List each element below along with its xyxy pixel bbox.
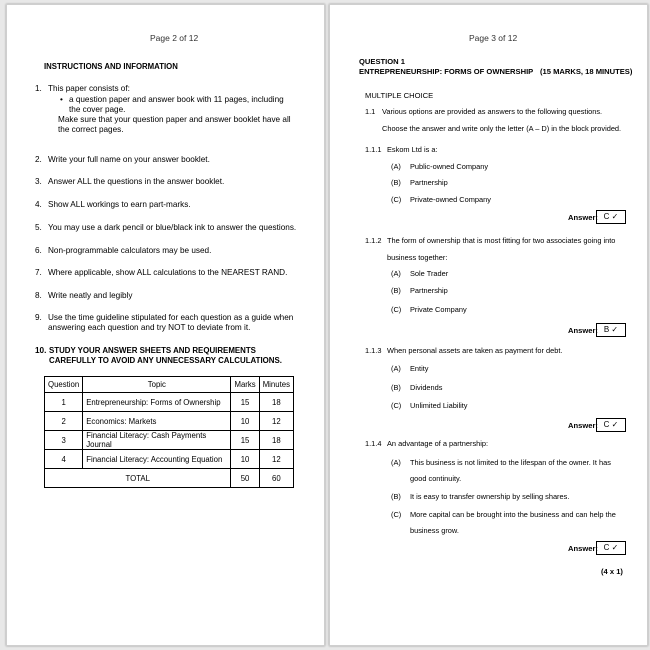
- topics-table: [44, 376, 294, 488]
- cell-minutes: 18: [259, 393, 293, 412]
- total-label: TOTAL: [45, 469, 231, 488]
- item-text: Show ALL workings to earn part-marks.: [48, 200, 191, 209]
- option-text: Sole Trader: [410, 269, 449, 278]
- question-text: business together:: [387, 253, 448, 262]
- option-letter: (A): [391, 364, 401, 373]
- page-2: [6, 4, 325, 646]
- option-text: More capital can be brought into the business and can help the: [410, 510, 616, 519]
- item-number: 6.: [35, 246, 42, 255]
- item-number: 7.: [35, 268, 42, 277]
- item-number: 10.: [35, 346, 47, 355]
- item-number: 2.: [35, 155, 42, 164]
- item-text: STUDY YOUR ANSWER SHEETS AND REQUIREMENTS CAREFULLY TO AVOID ANY UNNECESSARY CALCULATIONS.: [49, 346, 282, 365]
- page-number: Page 2 of 12: [150, 33, 199, 43]
- option-letter: (C): [391, 401, 402, 410]
- cell-question: 1: [45, 393, 83, 412]
- option-text: Dividends: [410, 383, 443, 392]
- option-letter: (B): [391, 492, 401, 501]
- question-text: An advantage of a partnership:: [387, 439, 489, 448]
- answer-box[interactable]: C ✓: [596, 418, 626, 432]
- item-number: 5.: [35, 223, 42, 232]
- cell-minutes: 18: [259, 431, 293, 450]
- item-text: Use the time guideline stipulated for each question as a guide when answering each question and try NOT to deviate from it.: [48, 313, 294, 332]
- table-row: [45, 393, 294, 412]
- item-text: Write neatly and legibly: [48, 291, 133, 300]
- item-text: This paper consists of:: [48, 84, 130, 93]
- option-text: This business is not limited to the lifespan of the owner. It has: [410, 458, 611, 467]
- cell-question: 4: [45, 450, 83, 469]
- intro-line: Choose the answer and write only the letter (A – D) in the block provided.: [382, 124, 622, 133]
- marks-info: (15 MARKS, 18 MINUTES): [540, 67, 633, 76]
- answer-label: Answer:: [568, 544, 598, 553]
- option-text: Private Company: [410, 305, 467, 314]
- option-letter: (B): [391, 286, 401, 295]
- option-letter: (C): [391, 305, 402, 314]
- cell-topic: Financial Literacy: Accounting Equation: [83, 450, 231, 469]
- header-minutes: Minutes: [259, 377, 293, 393]
- cell-topic: Economics: Markets: [83, 412, 231, 431]
- option-letter: (A): [391, 269, 401, 278]
- page-3: [329, 4, 648, 646]
- table-row: [45, 450, 294, 469]
- cell-marks: 10: [231, 412, 259, 431]
- cell-minutes: 12: [259, 450, 293, 469]
- item-text: Answer ALL the questions in the answer booklet.: [48, 177, 225, 186]
- question-number: 1.1.4: [365, 439, 382, 448]
- option-letter: (C): [391, 195, 402, 204]
- option-letter: (A): [391, 162, 401, 171]
- intro-number: 1.1: [365, 107, 376, 116]
- question-number: 1.1.3: [365, 346, 382, 355]
- header-question: Question: [45, 377, 83, 393]
- option-text: Private-owned Company: [410, 195, 491, 204]
- bullet-text: a question paper and answer book with 11 pages, including the cover page.: [69, 95, 284, 114]
- item-number: 9.: [35, 313, 42, 322]
- option-text: Unlimited Liability: [410, 401, 468, 410]
- option-text: business grow.: [410, 526, 459, 535]
- item-note: Make sure that your question paper and answer booklet have all the correct pages.: [58, 115, 291, 134]
- question-text: When personal assets are taken as payment for debt.: [387, 346, 563, 355]
- option-letter: (B): [391, 178, 401, 187]
- cell-marks: 15: [231, 393, 259, 412]
- cell-marks: 10: [231, 450, 259, 469]
- cell-topic: Financial Literacy: Cash Payments Journal: [83, 431, 231, 450]
- item-number: 1.: [35, 84, 42, 93]
- answer-box[interactable]: C ✓: [596, 541, 626, 555]
- question-title: QUESTION 1: [359, 57, 405, 66]
- item-number: 3.: [35, 177, 42, 186]
- question-number: 1.1.2: [365, 236, 382, 245]
- answer-box[interactable]: C ✓: [596, 210, 626, 224]
- header-topic: Topic: [83, 377, 231, 393]
- cell-question: 3: [45, 431, 83, 450]
- answer-label: Answer:: [568, 421, 598, 430]
- cell-question: 2: [45, 412, 83, 431]
- option-text: good continuity.: [410, 474, 462, 483]
- section-heading: MULTIPLE CHOICE: [365, 91, 434, 100]
- bullet-icon: •: [60, 95, 63, 104]
- item-text: Where applicable, show ALL calculations to the NEAREST RAND.: [48, 268, 288, 277]
- item-number: 8.: [35, 291, 42, 300]
- total-marks: 50: [231, 469, 259, 488]
- option-text: It is easy to transfer ownership by selling shares.: [410, 492, 570, 501]
- page-number: Page 3 of 12: [469, 33, 518, 43]
- option-text: Entity: [410, 364, 429, 373]
- total-minutes: 60: [259, 469, 293, 488]
- answer-label: Answer:: [568, 326, 598, 335]
- option-letter: (A): [391, 458, 401, 467]
- cell-minutes: 12: [259, 412, 293, 431]
- answer-label: Answer:: [568, 213, 598, 222]
- question-text: The form of ownership that is most fitting for two associates going into: [387, 236, 616, 245]
- option-letter: (B): [391, 383, 401, 392]
- item-text: Write your full name on your answer booklet.: [48, 155, 210, 164]
- option-letter: (C): [391, 510, 402, 519]
- option-text: Public-owned Company: [410, 162, 489, 171]
- item-text: Non-programmable calculators may be used.: [48, 246, 212, 255]
- instructions-heading: INSTRUCTIONS AND INFORMATION: [44, 62, 178, 71]
- item-number: 4.: [35, 200, 42, 209]
- option-text: Partnership: [410, 178, 448, 187]
- question-subtitle: ENTREPRENEURSHIP: FORMS OF OWNERSHIP: [359, 67, 534, 76]
- table-header-row: [45, 377, 294, 393]
- question-number: 1.1.1: [365, 145, 382, 154]
- question-text: Eskom Ltd is a:: [387, 145, 438, 154]
- header-marks: Marks: [231, 377, 259, 393]
- intro-line: Various options are provided as answers to the following questions.: [382, 107, 603, 116]
- answer-box[interactable]: B ✓: [596, 323, 626, 337]
- item-text: You may use a dark pencil or blue/black ink to answer the questions.: [48, 223, 297, 232]
- option-text: Partnership: [410, 286, 448, 295]
- table-row: [45, 412, 294, 431]
- cell-topic: Entrepreneurship: Forms of Ownership: [83, 393, 231, 412]
- total-marks-note: (4 x 1): [601, 567, 623, 576]
- cell-marks: 15: [231, 431, 259, 450]
- table-total-row: [45, 469, 294, 488]
- table-row: [45, 431, 294, 450]
